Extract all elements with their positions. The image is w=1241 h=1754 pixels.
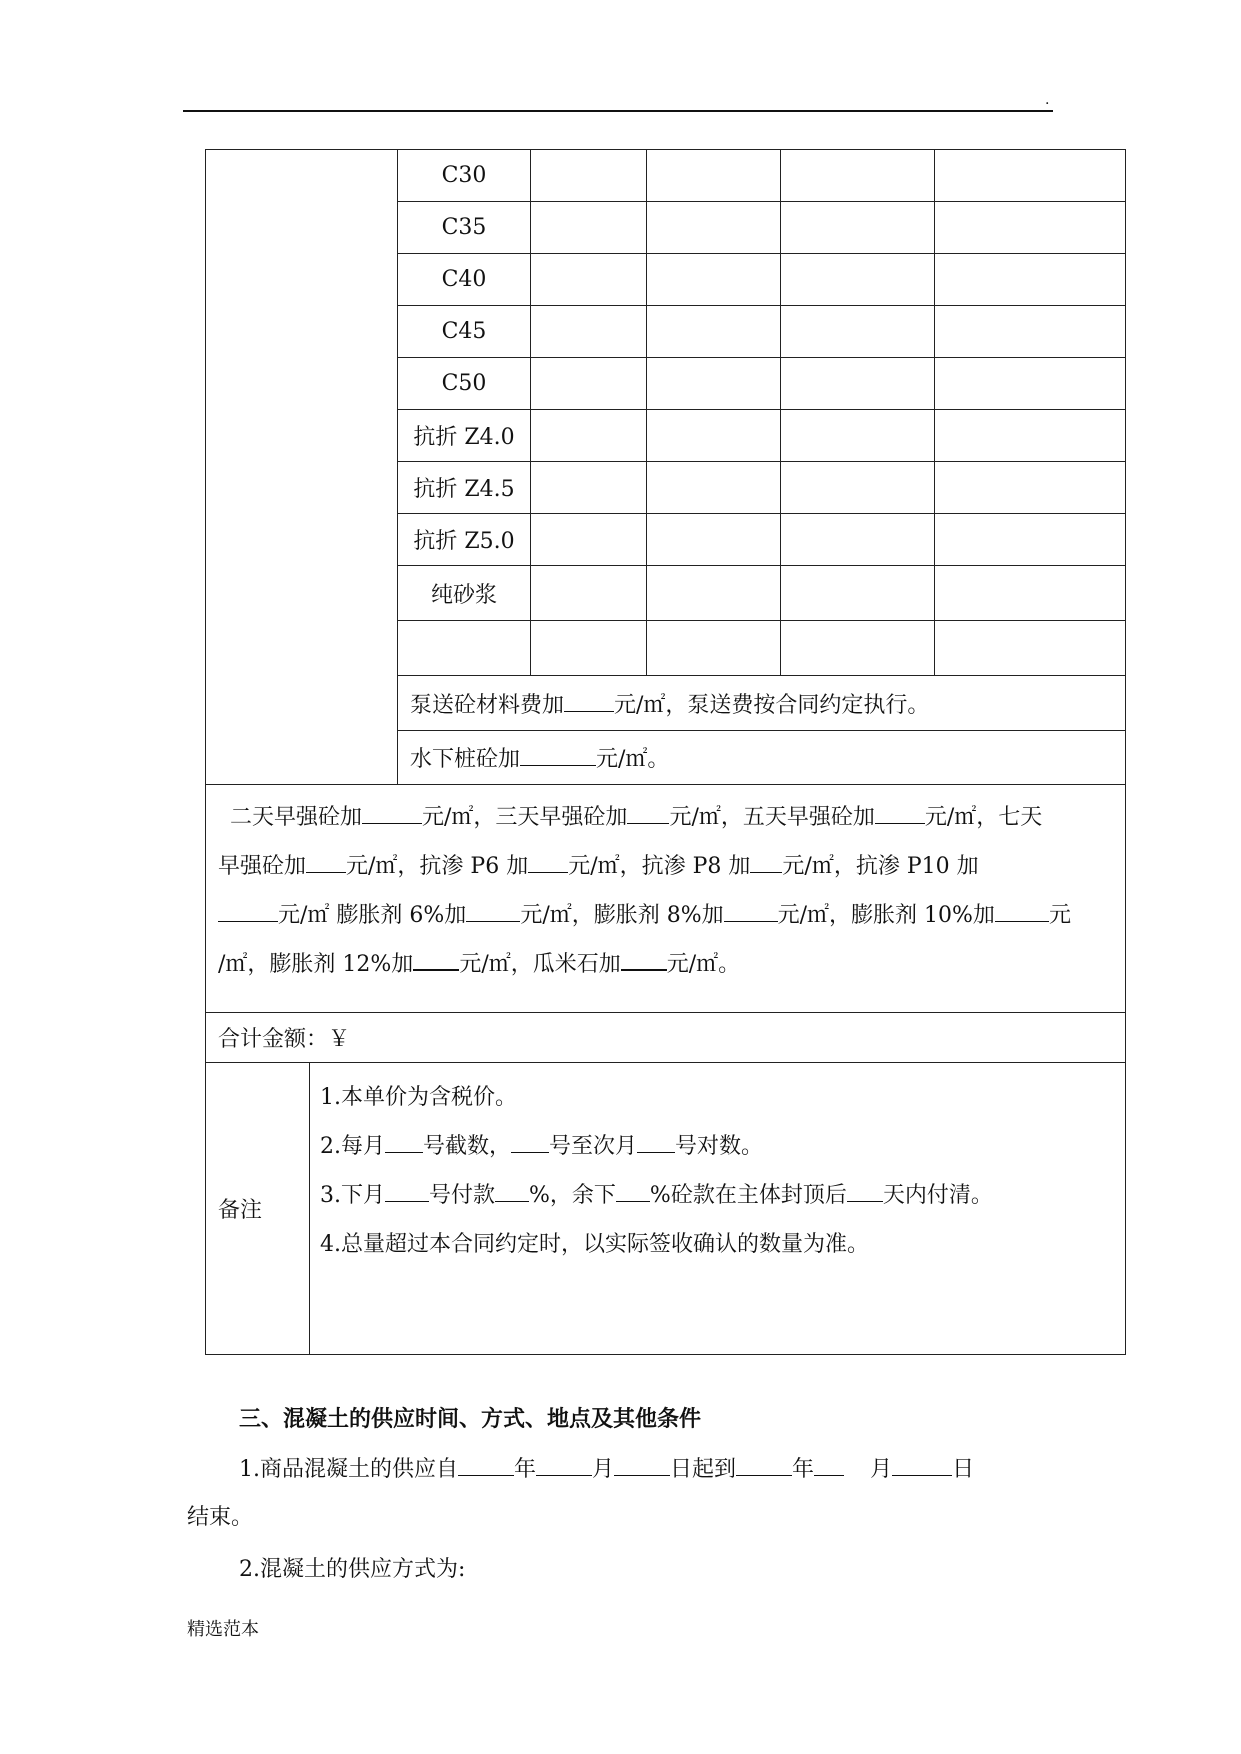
blank-field[interactable] [528, 854, 568, 873]
blank-field[interactable] [306, 854, 346, 873]
blank-field[interactable] [616, 1183, 650, 1202]
blank-field[interactable] [564, 693, 614, 712]
header-rule [183, 110, 1053, 112]
blank-field[interactable] [458, 1457, 514, 1476]
blank-field[interactable] [724, 903, 778, 922]
additives-row: 二天早强砼加 元/㎡，三天早强砼加 元/㎡，五天早强砼加 元/㎡，七天 早强砼加 元/㎡，抗渗 P6 加 元/㎡，抗渗 P8 加 元/㎡，抗渗 P10 加 元/㎡ 膨胀剂 6%加 元/㎡，膨胀剂 8%加 元/㎡，膨胀剂 10%加 元 /㎡，膨胀剂 12%加 元/㎡，瓜米石加 元/㎡。 [206, 785, 1126, 1013]
remark-2: 2.每月 号截数， 号至次月 号对数。 [320, 1134, 764, 1159]
remarks-label: 备注 [206, 1063, 310, 1355]
blank-field[interactable] [736, 1457, 792, 1476]
blank-field[interactable] [413, 951, 459, 971]
blank-field[interactable] [614, 1457, 670, 1476]
blank-field[interactable] [875, 805, 925, 824]
grade-cell: 抗折 Z4.0 [398, 410, 531, 462]
blank-field[interactable] [814, 1457, 844, 1476]
remark-3: 3.下月 号付款 %，余下 %砼款在主体封顶后 天内付清。 [320, 1183, 993, 1208]
blank-field[interactable] [627, 805, 669, 824]
blank-field[interactable] [995, 903, 1049, 922]
blank-field[interactable] [362, 805, 422, 824]
blank-field[interactable] [511, 1134, 549, 1153]
blank-field[interactable] [621, 951, 667, 971]
blank-field[interactable] [385, 1183, 429, 1202]
grade-cell: C30 [398, 150, 531, 202]
supply-period-end: 结束。 [187, 1505, 254, 1530]
supply-method-line: 2.混凝土的供应方式为: [239, 1557, 466, 1582]
category-cell [206, 150, 398, 785]
blank-field[interactable] [385, 1134, 423, 1153]
blank-field[interactable] [750, 854, 782, 873]
grade-cell: C40 [398, 254, 531, 306]
remark-4: 4.总量超过本合同约定时，以实际签收确认的数量为准。 [320, 1232, 869, 1257]
blank-field[interactable] [892, 1457, 952, 1476]
supply-period-line: 1.商品混凝土的供应自 年 月 日起到 年 月 日 [239, 1457, 975, 1482]
grade-cell: 纯砂浆 [398, 566, 531, 621]
blank-field[interactable] [536, 1457, 592, 1476]
remark-1: 1.本单价为含税价。 [320, 1085, 517, 1110]
blank-field[interactable] [466, 903, 520, 922]
grade-cell: 抗折 Z4.5 [398, 462, 531, 514]
grade-cell: C45 [398, 306, 531, 358]
grade-cell: C50 [398, 358, 531, 410]
blank-field[interactable] [520, 747, 596, 766]
blank-field[interactable] [495, 1183, 529, 1202]
footer-text: 精选范本 [187, 1619, 259, 1640]
grade-cell: 抗折 Z5.0 [398, 514, 531, 566]
total-amount-row: 合计金额：￥ [206, 1013, 1126, 1063]
blank-field[interactable] [218, 903, 278, 922]
pump-fee-row: 泵送砼材料费加 元/㎡，泵送费按合同约定执行。 [398, 676, 1126, 731]
blank-field[interactable] [847, 1183, 883, 1202]
grade-cell: C35 [398, 202, 531, 254]
grade-cell [398, 621, 531, 676]
blank-field[interactable] [637, 1134, 675, 1153]
underwater-pile-row: 水下桩砼加 元/㎡。 [398, 731, 1126, 785]
price-table [205, 149, 1126, 1355]
section-3-title: 三、混凝土的供应时间、方式、地点及其他条件 [239, 1407, 702, 1432]
remarks-content [310, 1063, 1126, 1355]
header-dot: . [1045, 92, 1050, 108]
